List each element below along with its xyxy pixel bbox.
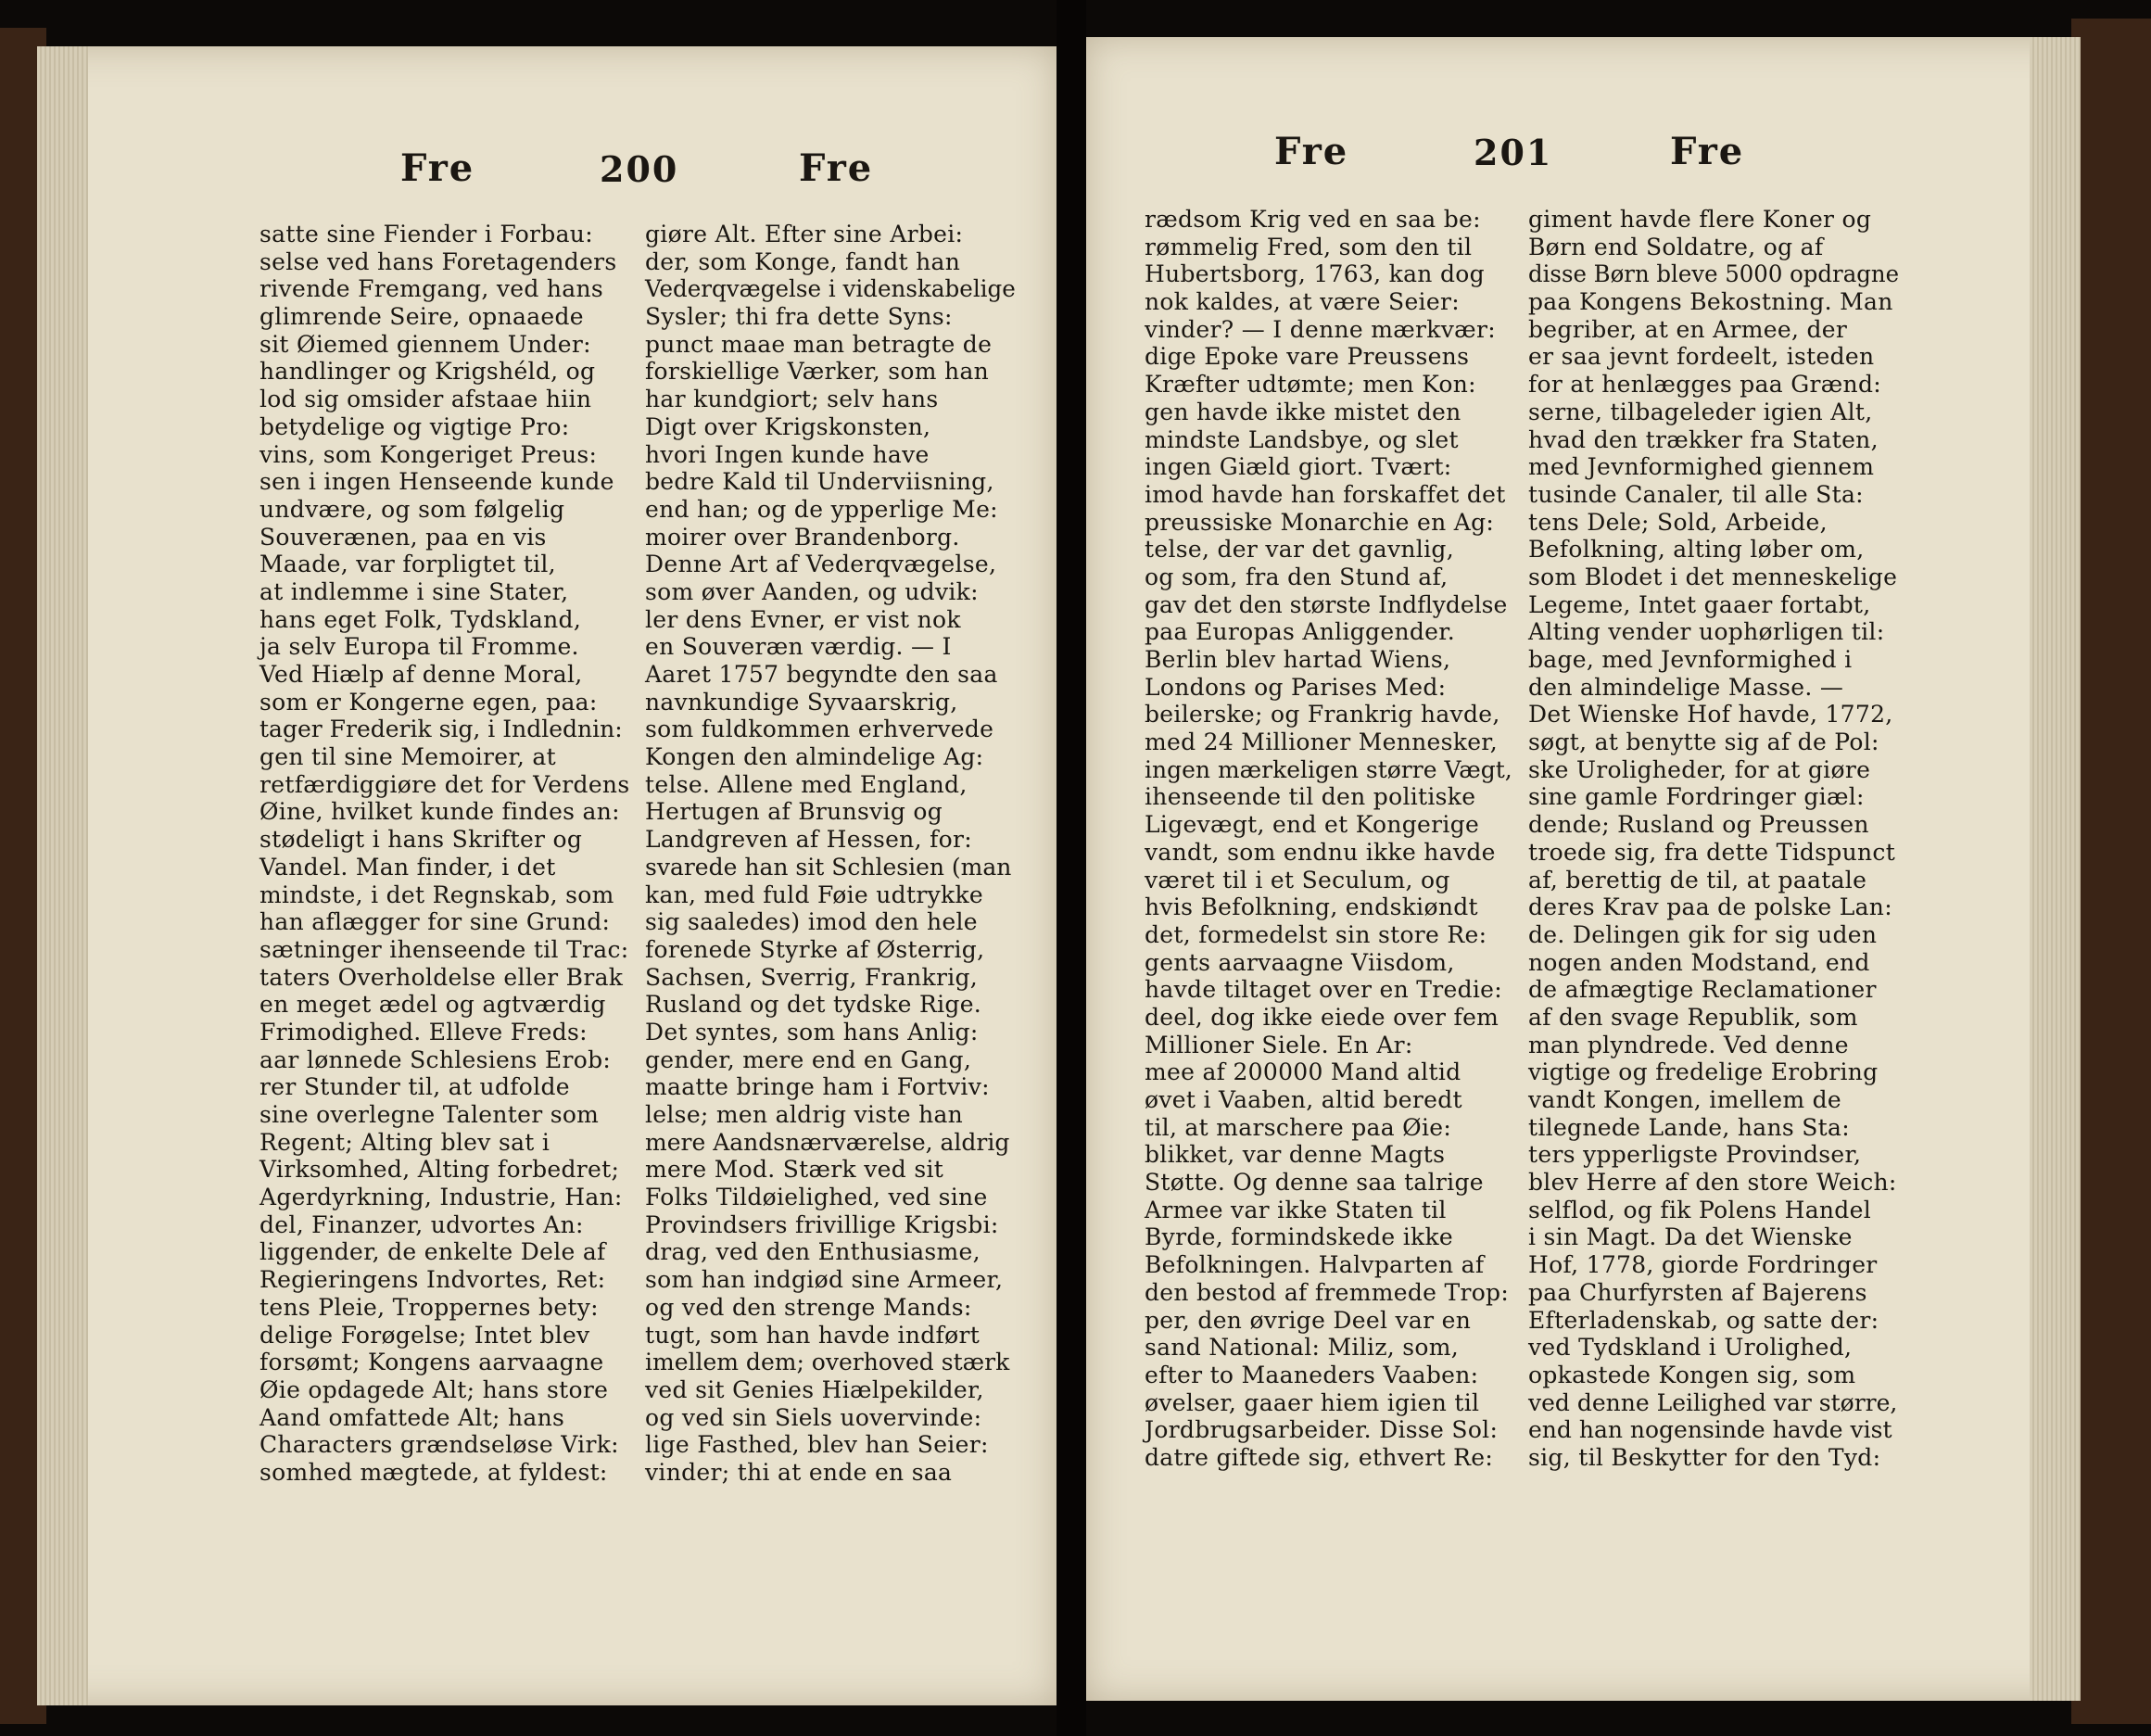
left-page-number: 200 (600, 148, 679, 190)
text-line: disse Børn bleve 5000 opdragne (1528, 260, 1900, 288)
text-line: gen til sine Memoirer, at (259, 743, 556, 771)
text-line: ters ypperligste Provindser, (1528, 1141, 1862, 1169)
text-line: bage, med Jevnformighed i (1528, 646, 1853, 673)
text-line: og ved sin Siels uovervinde: (645, 1403, 982, 1431)
text-line: selflod, og fik Polens Handel (1528, 1196, 1871, 1223)
text-line: Folks Tildøielighed, ved sine (645, 1184, 988, 1211)
text-line: giment havde flere Koner og (1528, 206, 1872, 233)
text-line: vigtige og fredelige Erobring (1528, 1058, 1879, 1086)
text-line: paa Kongens Bekostning. Man (1528, 288, 1893, 316)
text-line: lige Fasthed, blev han Seier: (645, 1431, 989, 1459)
text-line: af, berettig de til, at paatale (1528, 866, 1867, 893)
text-line: gav det den største Indflydelse (1145, 590, 1508, 618)
text-line: end han nogensinde havde vist (1528, 1416, 1892, 1444)
text-line: satte sine Fiender i Forbau: (259, 221, 593, 247)
text-line: gen havde ikke mistet den (1145, 398, 1461, 425)
text-line: tager Frederik sig, i Indlednin: (259, 716, 623, 743)
text-line: ja selv Europa til Fromme. (259, 633, 579, 661)
text-line: efter to Maaneders Vaaben: (1145, 1361, 1479, 1388)
text-line: Millioner Siele. En Ar: (1145, 1031, 1413, 1058)
text-line: og som, fra den Stund af, (1145, 563, 1449, 590)
text-line: sig, til Beskytter for den Tyd: (1528, 1443, 1881, 1471)
right-page-number: 201 (1474, 132, 1553, 173)
text-line: deel, dog ikke eiede over fem (1145, 1003, 1499, 1031)
text-line: Befolkningen. Halvparten af (1145, 1251, 1485, 1279)
right-page-column-1 (1145, 206, 1515, 1472)
text-line: vandt Kongen, imellem de (1528, 1086, 1842, 1113)
text-line: Souverænen, paa en vis (259, 523, 547, 551)
text-line: vandt, som endnu ikke havde (1145, 838, 1496, 866)
text-line: som han indgiød sine Armeer, (645, 1266, 1004, 1294)
text-line: sine gamle Fordringer giæl: (1528, 783, 1865, 811)
text-line: Hof, 1778, giorde Fordringer (1528, 1251, 1878, 1279)
right-page-header-left: Fre (1274, 130, 1349, 173)
text-line: Rusland og det tydske Rige. (645, 991, 982, 1019)
text-line: tens Dele; Sold, Arbeide, (1528, 508, 1828, 536)
text-line: Landgreven af Hessen, for: (645, 826, 972, 854)
text-line: sit Øiemed giennem Under: (259, 330, 591, 358)
left-page-column-1 (259, 221, 630, 1487)
left-page-header-left: Fre (400, 146, 475, 190)
text-line: Vederqvægelse i videnskabelige (645, 275, 1016, 303)
text-line: navnkundige Syvaarskrig, (645, 688, 958, 716)
text-line: dende; Rusland og Preussen (1528, 811, 1869, 839)
text-line: ihenseende til den politiske (1145, 783, 1476, 811)
text-line: nogen anden Modstand, end (1528, 948, 1870, 976)
text-line: hans eget Folk, Tydskland, (259, 605, 582, 633)
text-line: den bestod af fremmede Trop: (1145, 1278, 1510, 1306)
text-line: forenede Styrke af Østerrig, (645, 935, 985, 963)
text-line: opkastede Kongen sig, som (1528, 1361, 1856, 1388)
text-line: beilerske; og Frankrig havde, (1145, 701, 1500, 729)
left-page-column-2 (645, 221, 1016, 1487)
text-line: Børn end Soldatre, og af (1528, 233, 1824, 260)
text-line: sand National: Miliz, som, (1145, 1334, 1460, 1362)
text-line: Denne Art af Vederqvægelse, (645, 551, 997, 578)
text-line: vins, som Kongeriget Preus: (259, 440, 598, 468)
text-line: kan, med fuld Føie udtrykke (645, 881, 983, 908)
text-line: Hertugen af Brunsvig og (645, 798, 943, 826)
text-line: Armee var ikke Staten til (1145, 1196, 1447, 1223)
text-line: hvad den trækker fra Staten, (1528, 425, 1879, 453)
text-line: har kundgiort; selv hans (645, 386, 939, 413)
text-line: er saa jevnt fordeelt, isteden (1528, 343, 1875, 371)
text-line: sig saaledes) imod den hele (645, 908, 978, 936)
text-line: ingen mærkeligen større Vægt, (1145, 755, 1512, 783)
text-line: Aaret 1757 begyndte den saa (645, 661, 998, 688)
text-line: Efterladenskab, og satte der: (1528, 1306, 1879, 1334)
text-line: undvære, og som følgelig (259, 495, 565, 523)
text-line: Virksomhed, Alting forbedret; (259, 1156, 620, 1184)
text-line: tens Pleie, Troppernes bety: (259, 1293, 599, 1321)
text-line: Frimodighed. Elleve Freds: (259, 1018, 588, 1045)
text-line: tusinde Canaler, til alle Sta: (1528, 480, 1864, 508)
text-line: liggender, de enkelte Dele af (259, 1238, 606, 1266)
text-line: Ligevægt, end et Kongerige (1145, 811, 1480, 839)
text-line: preussiske Monarchie en Ag: (1145, 508, 1495, 536)
text-line: ved Tydskland i Urolighed, (1528, 1334, 1853, 1362)
text-line: punct maae man betragte de (645, 330, 993, 358)
text-line: ske Uroligheder, for at giøre (1528, 755, 1871, 783)
text-line: Kongen den almindelige Ag: (645, 743, 984, 771)
text-line: for at henlægges paa Grænd: (1528, 371, 1881, 399)
text-line: som øver Aanden, og udvik: (645, 577, 979, 605)
left-page-header-right: Fre (799, 146, 874, 190)
text-line: blikket, var denne Magts (1145, 1141, 1446, 1169)
text-line: Ved Hiælp af denne Moral, (259, 661, 583, 688)
text-line: datre giftede sig, ethvert Re: (1145, 1443, 1494, 1471)
text-line: i sin Magt. Da det Wienske (1528, 1223, 1853, 1251)
text-line: rivende Fremgang, ved hans (259, 275, 604, 303)
text-line: Digt over Krigskonsten, (645, 412, 931, 440)
text-line: rer Stunder til, at udfolde (259, 1073, 570, 1101)
text-line: drag, ved den Enthusiasme, (645, 1238, 981, 1266)
text-line: tugt, som han havde indført (645, 1321, 981, 1349)
text-line: selse ved hans Foretagenders (259, 247, 617, 275)
text-line: Byrde, formindskede ikke (1145, 1223, 1454, 1251)
text-line: mindste Landsbye, og slet (1145, 425, 1459, 453)
text-line: deres Krav paa de polske Lan: (1528, 893, 1892, 921)
text-line: Regent; Alting blev sat i (259, 1128, 550, 1156)
text-line: man plyndrede. Ved denne (1528, 1031, 1849, 1058)
text-line: rædsom Krig ved en saa be: (1145, 206, 1481, 233)
text-line: mere Aandsnærværelse, aldrig (645, 1128, 1010, 1156)
text-line: Characters grændseløse Virk: (259, 1431, 619, 1459)
text-line: søgt, at benytte sig af de Pol: (1528, 729, 1879, 756)
right-page-edges (2030, 37, 2081, 1701)
text-line: telse, der var det gavnlig, (1145, 536, 1454, 564)
text-line: Agerdyrkning, Industrie, Han: (259, 1184, 623, 1211)
left-page (37, 46, 1057, 1705)
text-line: sætninger ihenseende til Trac: (259, 935, 629, 963)
text-line: forsømt; Kongens aarvaagne (259, 1349, 604, 1376)
text-line: vinder? — I denne mærkvær: (1145, 315, 1496, 343)
text-line: Det Wienske Hof havde, 1772, (1528, 701, 1893, 729)
text-line: havde tiltaget over en Tredie: (1145, 976, 1503, 1004)
text-line: serne, tilbageleder igien Alt, (1528, 398, 1873, 425)
text-line: den almindelige Masse. — (1528, 673, 1844, 701)
text-line: gender, mere end en Gang, (645, 1045, 972, 1073)
text-line: mindste, i det Regnskab, som (259, 881, 614, 908)
text-line: hvori Ingen kunde have (645, 440, 930, 468)
text-line: Befolkning, alting løber om, (1528, 536, 1865, 564)
text-line: han aflægger for sine Grund: (259, 908, 611, 936)
text-line: hvis Befolkning, endskiøndt (1145, 893, 1478, 921)
text-line: telse. Allene med England, (645, 770, 968, 798)
text-line: til, at marschere paa Øie: (1145, 1113, 1452, 1141)
text-line: Støtte. Og denne saa talrige (1145, 1169, 1484, 1197)
text-line: mere Mod. Stærk ved sit (645, 1156, 944, 1184)
right-page (1086, 37, 2078, 1701)
text-line: Londons og Parises Med: (1145, 673, 1447, 701)
text-line: sine overlegne Talenter som (259, 1101, 600, 1128)
text-line: Øine, hvilket kunde findes an: (259, 798, 620, 826)
text-line: ler dens Evner, er vist nok (645, 605, 961, 633)
text-line: af den svage Republik, som (1528, 1003, 1858, 1031)
text-line: som fuldkommen erhvervede (645, 716, 994, 743)
text-line: imod havde han forskaffet det (1145, 480, 1506, 508)
text-line: Kræfter udtømte; men Kon: (1145, 371, 1476, 399)
text-line: stødeligt i hans Skrifter og (259, 826, 583, 854)
text-line: Alting vender uophørligen til: (1528, 618, 1885, 646)
text-line: Aand omfattede Alt; hans (259, 1403, 565, 1431)
text-line: rømmelig Fred, som den til (1145, 233, 1473, 260)
text-line: imellem dem; overhoved stærk (645, 1349, 1010, 1376)
text-line: svarede han sit Schlesien (man (645, 853, 1012, 881)
text-line: blev Herre af den store Weich: (1528, 1169, 1897, 1197)
text-line: Sachsen, Sverrig, Frankrig, (645, 963, 979, 991)
text-line: Provindsers frivillige Krigsbi: (645, 1210, 999, 1238)
text-line: forskiellige Værker, som han (645, 358, 990, 386)
text-line: lelse; men aldrig viste han (645, 1101, 964, 1128)
text-line: Maade, var forpligtet til, (259, 551, 556, 578)
text-line: aar lønnede Schlesiens Erob: (259, 1045, 612, 1073)
text-line: per, den øvrige Deel var en (1145, 1306, 1472, 1334)
right-page-column-2 (1528, 206, 1899, 1472)
text-line: retfærdiggiøre det for Verdens (259, 770, 630, 798)
text-line: delige Forøgelse; Intet blev (259, 1321, 590, 1349)
text-line: ved sit Genies Hiælpekilder, (645, 1375, 984, 1403)
text-line: mee af 200000 Mand altid (1145, 1058, 1461, 1086)
text-line: og ved den strenge Mands: (645, 1293, 972, 1321)
text-line: Sysler; thi fra dette Syns: (645, 303, 953, 331)
text-line: betydelige og vigtige Pro: (259, 412, 570, 440)
text-line: taters Overholdelse eller Brak (259, 963, 624, 991)
left-page-edges (37, 46, 88, 1705)
text-line: været til i et Seculum, og (1145, 866, 1450, 893)
text-line: øvet i Vaaben, altid beredt (1145, 1086, 1462, 1113)
text-line: maatte bringe ham i Fortviv: (645, 1073, 990, 1101)
text-line: Hubertsborg, 1763, kan dog (1145, 260, 1485, 288)
text-line: med 24 Millioner Mennesker, (1145, 729, 1499, 756)
text-line: der, som Konge, fandt han (645, 247, 961, 275)
right-page-header-right: Fre (1670, 130, 1745, 173)
text-line: ved denne Leilighed var større, (1528, 1388, 1898, 1416)
text-line: gents aarvaagne Viisdom, (1145, 948, 1455, 976)
text-line: troede sig, fra dette Tidspunct (1528, 838, 1896, 866)
text-line: som Blodet i det menneskelige (1528, 563, 1898, 590)
text-line: ingen Giæld giort. Tvært: (1145, 453, 1452, 481)
text-line: Legeme, Intet gaaer fortabt, (1528, 590, 1871, 618)
text-line: en Souveræn værdig. — I (645, 633, 952, 661)
text-line: begriber, at en Armee, der (1528, 315, 1848, 343)
book-gutter (1057, 0, 1086, 1736)
text-line: de afmægtige Reclamationer (1528, 976, 1877, 1004)
text-line: Det syntes, som hans Anlig: (645, 1018, 979, 1045)
book-cover-right (2071, 19, 2151, 1724)
text-line: tilegnede Lande, hans Sta: (1528, 1113, 1850, 1141)
text-line: Jordbrugsarbeider. Disse Sol: (1145, 1416, 1499, 1444)
text-line: som er Kongerne egen, paa: (259, 688, 598, 716)
text-line: øvelser, gaaer hiem igien til (1145, 1388, 1480, 1416)
text-line: Vandel. Man finder, i det (259, 853, 556, 881)
text-line: end han; og de ypperlige Me: (645, 495, 998, 523)
text-line: det, formedelst sin store Re: (1145, 920, 1487, 948)
text-line: del, Finanzer, udvortes An: (259, 1210, 584, 1238)
text-line: nok kaldes, at være Seier: (1145, 288, 1460, 316)
text-line: lod sig omsider afstaae hiin (259, 386, 592, 413)
text-line: somhed mægtede, at fyldest: (259, 1458, 608, 1486)
text-line: Regieringens Indvortes, Ret: (259, 1266, 606, 1294)
text-line: giøre Alt. Efter sine Arbei: (645, 221, 964, 247)
text-line: glimrende Seire, opnaaede (259, 303, 584, 331)
text-line: sen i ingen Henseende kunde (259, 468, 614, 496)
text-line: dige Epoke vare Preussens (1145, 343, 1470, 371)
text-line: paa Europas Anliggender. (1145, 618, 1455, 646)
text-line: med Jevnformighed giennem (1528, 453, 1875, 481)
text-line: bedre Kald til Underviisning, (645, 468, 994, 496)
text-line: handlinger og Krigshéld, og (259, 358, 596, 386)
text-line: at indlemme i sine Stater, (259, 577, 569, 605)
text-line: paa Churfyrsten af Bajerens (1528, 1278, 1867, 1306)
text-line: vinder; thi at ende en saa (645, 1458, 953, 1486)
text-line: de. Delingen gik for sig uden (1528, 920, 1878, 948)
text-line: Berlin blev hartad Wiens, (1145, 646, 1451, 673)
text-line: Øie opdagede Alt; hans store (259, 1375, 609, 1403)
text-line: moirer over Brandenborg. (645, 523, 960, 551)
text-line: en meget ædel og agtværdig (259, 991, 606, 1019)
